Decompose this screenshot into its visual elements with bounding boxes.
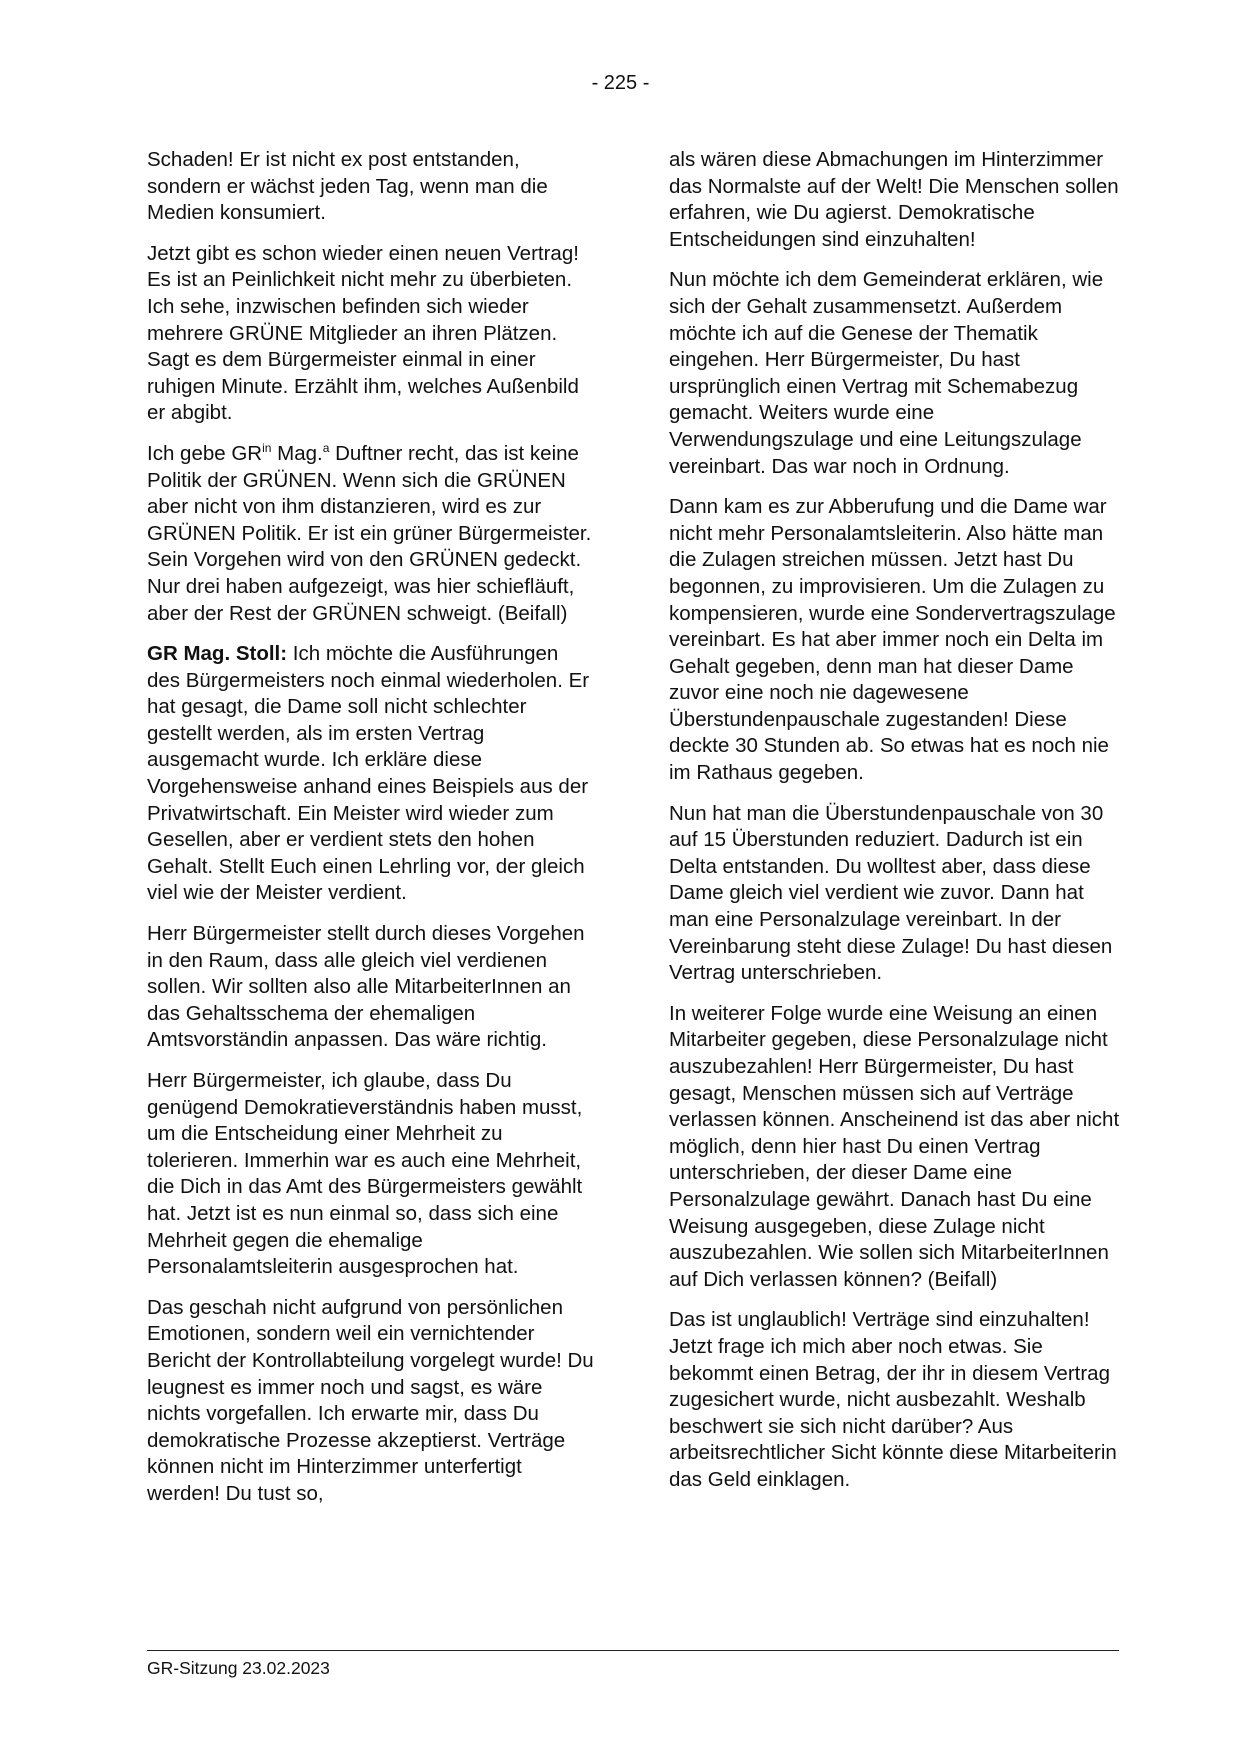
text-run: Duftner recht, das ist keine Politik der GRÜNEN. Wenn sich die GRÜNEN aber nicht von ihm distanzieren, wird es zur GRÜNEN Politik. Er ist ein grüner Bürgermeister. Sein Vorgehen wird von den GRÜNEN gedeckt. Nur drei haben aufgezeigt, was hier schiefläuft, aber der Rest der GRÜNEN schweigt. (Beifall) bbox=[147, 441, 592, 625]
paragraph: In weiterer Folge wurde eine Weisung an einen Mitarbeiter gegeben, diese Personalzulage nicht auszubezahlen! Herr Bürgermeister, Du hast gesagt, Menschen müssen sich auf Verträge verlassen können. Anscheinend ist das aber nicht möglich, denn hier hast Du einen Vertrag unterschrieben, der dieser Dame eine Personalzulage gewährt. Danach hast Du eine Weisung ausgegeben, diese Zulage nicht auszubezahlen. Wie sollen sich MitarbeiterInnen auf Dich verlassen können? (Beifall) bbox=[669, 1001, 1120, 1291]
superscript: in bbox=[262, 440, 272, 455]
superscript: a bbox=[322, 440, 330, 455]
left-column bbox=[147, 147, 597, 1522]
paragraph: Das ist unglaublich! Verträge sind einzuhalten! Jetzt frage ich mich aber noch etwas. Sie bekommt einen Betrag, der ihr in diesem Vertrag zugesichert wurde, nicht ausbezahlt. Weshalb beschwert sie sich nicht darüber? Aus arbeitsrechtlicher Sicht könnte diese Mitarbeiterin das Geld einklagen. bbox=[669, 1308, 1117, 1491]
paragraph: Herr Bürgermeister, ich glaube, dass Du genügend Demokratieverständnis haben musst, um die Entscheidung einer Mehrheit zu tolerieren. Immerhin war es auch eine Mehrheit, die Dich in das Amt des Bürgermeisters gewählt hat. Jetzt ist es nun einmal so, dass sich eine Mehrheit gegen die ehemalige Personalamtsleiterin ausgesprochen hat. bbox=[147, 1069, 583, 1279]
speaker-name: GR Mag. Stoll: bbox=[147, 642, 288, 666]
footer-divider bbox=[147, 1650, 1119, 1651]
paragraph: Nun hat man die Überstundenpauschale von 30 auf 15 Überstunden reduziert. Dadurch ist ein Delta entstanden. Du wolltest aber, dass diese Dame gleich viel verdient wie zuvor. Dann hat man eine Personalzulage vereinbart. In der Vereinbarung steht diese Zulage! Du hast diesen Vertrag unterschrieben. bbox=[669, 801, 1113, 985]
paragraph: Jetzt gibt es schon wieder einen neuen Vertrag! Es ist an Peinlichkeit nicht mehr zu überbieten. Ich sehe, inzwischen befinden sich wieder mehrere GRÜNE Mitglieder an ihren Plätzen. Sagt es dem Bürgermeister einmal in einer ruhigen Minute. Erzählt ihm, welches Außenbild er abgibt. bbox=[147, 241, 579, 425]
paragraph bbox=[147, 641, 597, 907]
page-number: - 225 - bbox=[591, 72, 650, 94]
footer-session-date: GR-Sitzung 23.02.2023 bbox=[147, 1658, 330, 1678]
text-run: Ich möchte die Ausführungen des Bürgermeisters noch einmal wiederholen. Er hat gesagt, die Dame soll nicht schlechter gestellt werden, als im ersten Vertrag ausgemacht wurde. Ich erkläre diese Vorgehensweise anhand eines Beispiels aus der Privatwirtschaft. Ein Meister wird wieder zum Gesellen, aber er verdient stets den hohen Gehalt. Stellt Euch einen Lehrling vor, der gleich viel wie der Meister verdient. bbox=[147, 642, 590, 905]
paragraph: als wären diese Abmachungen im Hinterzimmer das Normalste auf der Welt! Die Menschen sollen erfahren, wie Du agierst. Demokratische Entscheidungen sind einzuhalten! bbox=[669, 148, 1119, 251]
paragraph: Nun möchte ich dem Gemeinderat erklären, wie sich der Gehalt zusammensetzt. Außerdem möchte ich auf die Genese der Thematik eingehen. Herr Bürgermeister, Du hast ursprünglich einen Vertrag mit Schemabezug gemacht. Weiters wurde eine Verwendungszulage und eine Leitungszulage vereinbart. Das war noch in Ordnung. bbox=[669, 268, 1104, 478]
paragraph: Schaden! Er ist nicht ex post entstanden, sondern er wächst jeden Tag, wenn man die Medien konsumiert. bbox=[147, 148, 548, 225]
paragraph: Herr Bürgermeister stellt durch dieses Vorgehen in den Raum, dass alle gleich viel verdienen sollen. Wir sollten also alle MitarbeiterInnen an das Gehaltsschema der ehemaligen Amtsvorständin anpassen. Das wäre richtig. bbox=[147, 922, 585, 1052]
paragraph: Das geschah nicht aufgrund von persönlichen Emotionen, sondern weil ein vernichtender Bericht der Kontrollabteilung vorgelegt wurde! Du leugnest es immer noch und sagst, es wäre nichts vorgefallen. Ich erwarte mir, dass Du demokratische Prozesse akzeptierst. Verträge können nicht im Hinterzimmer unterfertigt werden! Du tust so, bbox=[147, 1295, 594, 1505]
text-run: Mag. bbox=[271, 441, 323, 465]
paragraph: Dann kam es zur Abberufung und die Dame war nicht mehr Personalamtsleiterin. Also hätte man die Zulagen streichen müssen. Jetzt hast Du begonnen, zu improvisieren. Um die Zulagen zu kompensieren, wurde eine Sondervertragszulage vereinbart. Es hat aber immer noch ein Delta im Gehalt gegeben, denn man hat dieser Dame zuvor eine noch nie dagewesene Überstundenpauschale zugestanden! Diese deckte 30 Stunden ab. So etwas hat es noch nie im Rathaus gegeben. bbox=[669, 495, 1116, 785]
right-column bbox=[669, 147, 1121, 1508]
text-run: Ich gebe GR bbox=[147, 441, 263, 465]
paragraph bbox=[147, 441, 597, 627]
